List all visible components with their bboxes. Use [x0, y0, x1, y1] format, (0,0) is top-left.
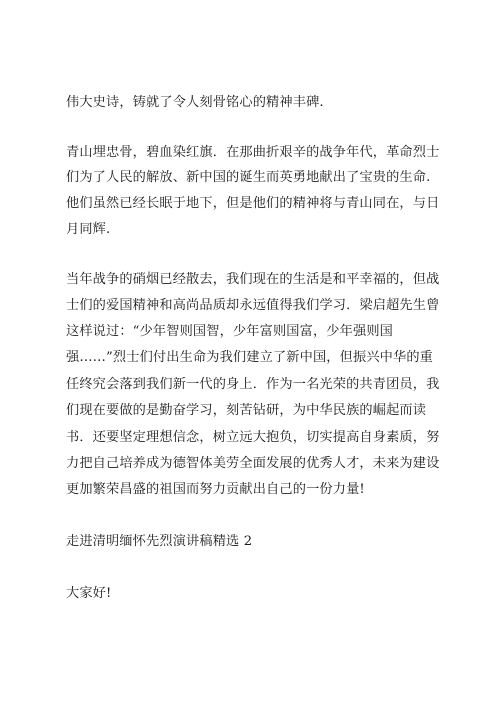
- greeting-text: 大家好!: [66, 586, 112, 601]
- section-heading: 走进清明缅怀先烈演讲稿精选 2: [66, 534, 253, 549]
- paragraph-2-line-2: 们为了人民的解放、新中国的诞生而英勇地献出了宝贵的生命.: [66, 170, 431, 185]
- paragraph-3-line-4: 强……”烈士们付出生命为我们建立了新中国，但振兴中华的重: [66, 350, 434, 365]
- paragraph-2-line-4: 月同辉.: [66, 222, 111, 237]
- paragraph-2-line-1: 青山埋忠骨，碧血染红旗．在那曲折艰辛的战争年代，革命烈士: [66, 145, 440, 160]
- paragraph-3-line-6: 们现在要做的是勤奋学习，刻苦钻研，为中华民族的崛起而读: [66, 403, 427, 418]
- paragraph-1-line-1: 伟大史诗，铸就了令人刻骨铭心的精神丰碑.: [66, 95, 324, 110]
- paragraph-2-line-3: 他们虽然已经长眠于地下，但是他们的精神将与青山同在，与日: [66, 196, 440, 211]
- paragraph-3-line-7: 书．还要坚定理想信念，树立远大抱负，切实提高自身素质，努: [66, 430, 440, 445]
- paragraph-3-line-5: 任终究会落到我们新一代的身上．作为一名光荣的共青团员，我: [66, 377, 440, 392]
- paragraph-3-line-1: 当年战争的硝烟已经散去，我们现在的生活是和平幸福的，但战: [66, 272, 440, 287]
- paragraph-3-line-3: 这样说过：“少年智则国智，少年富则国富，少年强则国: [66, 324, 393, 339]
- paragraph-3-line-2: 士们的爱国精神和高尚品质却永远值得我们学习．梁启超先生曾: [66, 298, 440, 313]
- paragraph-3-line-8: 力把自己培养成为德智体美劳全面发展的优秀人才，未来为建设: [66, 456, 440, 471]
- paragraph-3-line-9: 更加繁荣昌盛的祖国而努力贡献出自己的一份力量!: [66, 482, 365, 497]
